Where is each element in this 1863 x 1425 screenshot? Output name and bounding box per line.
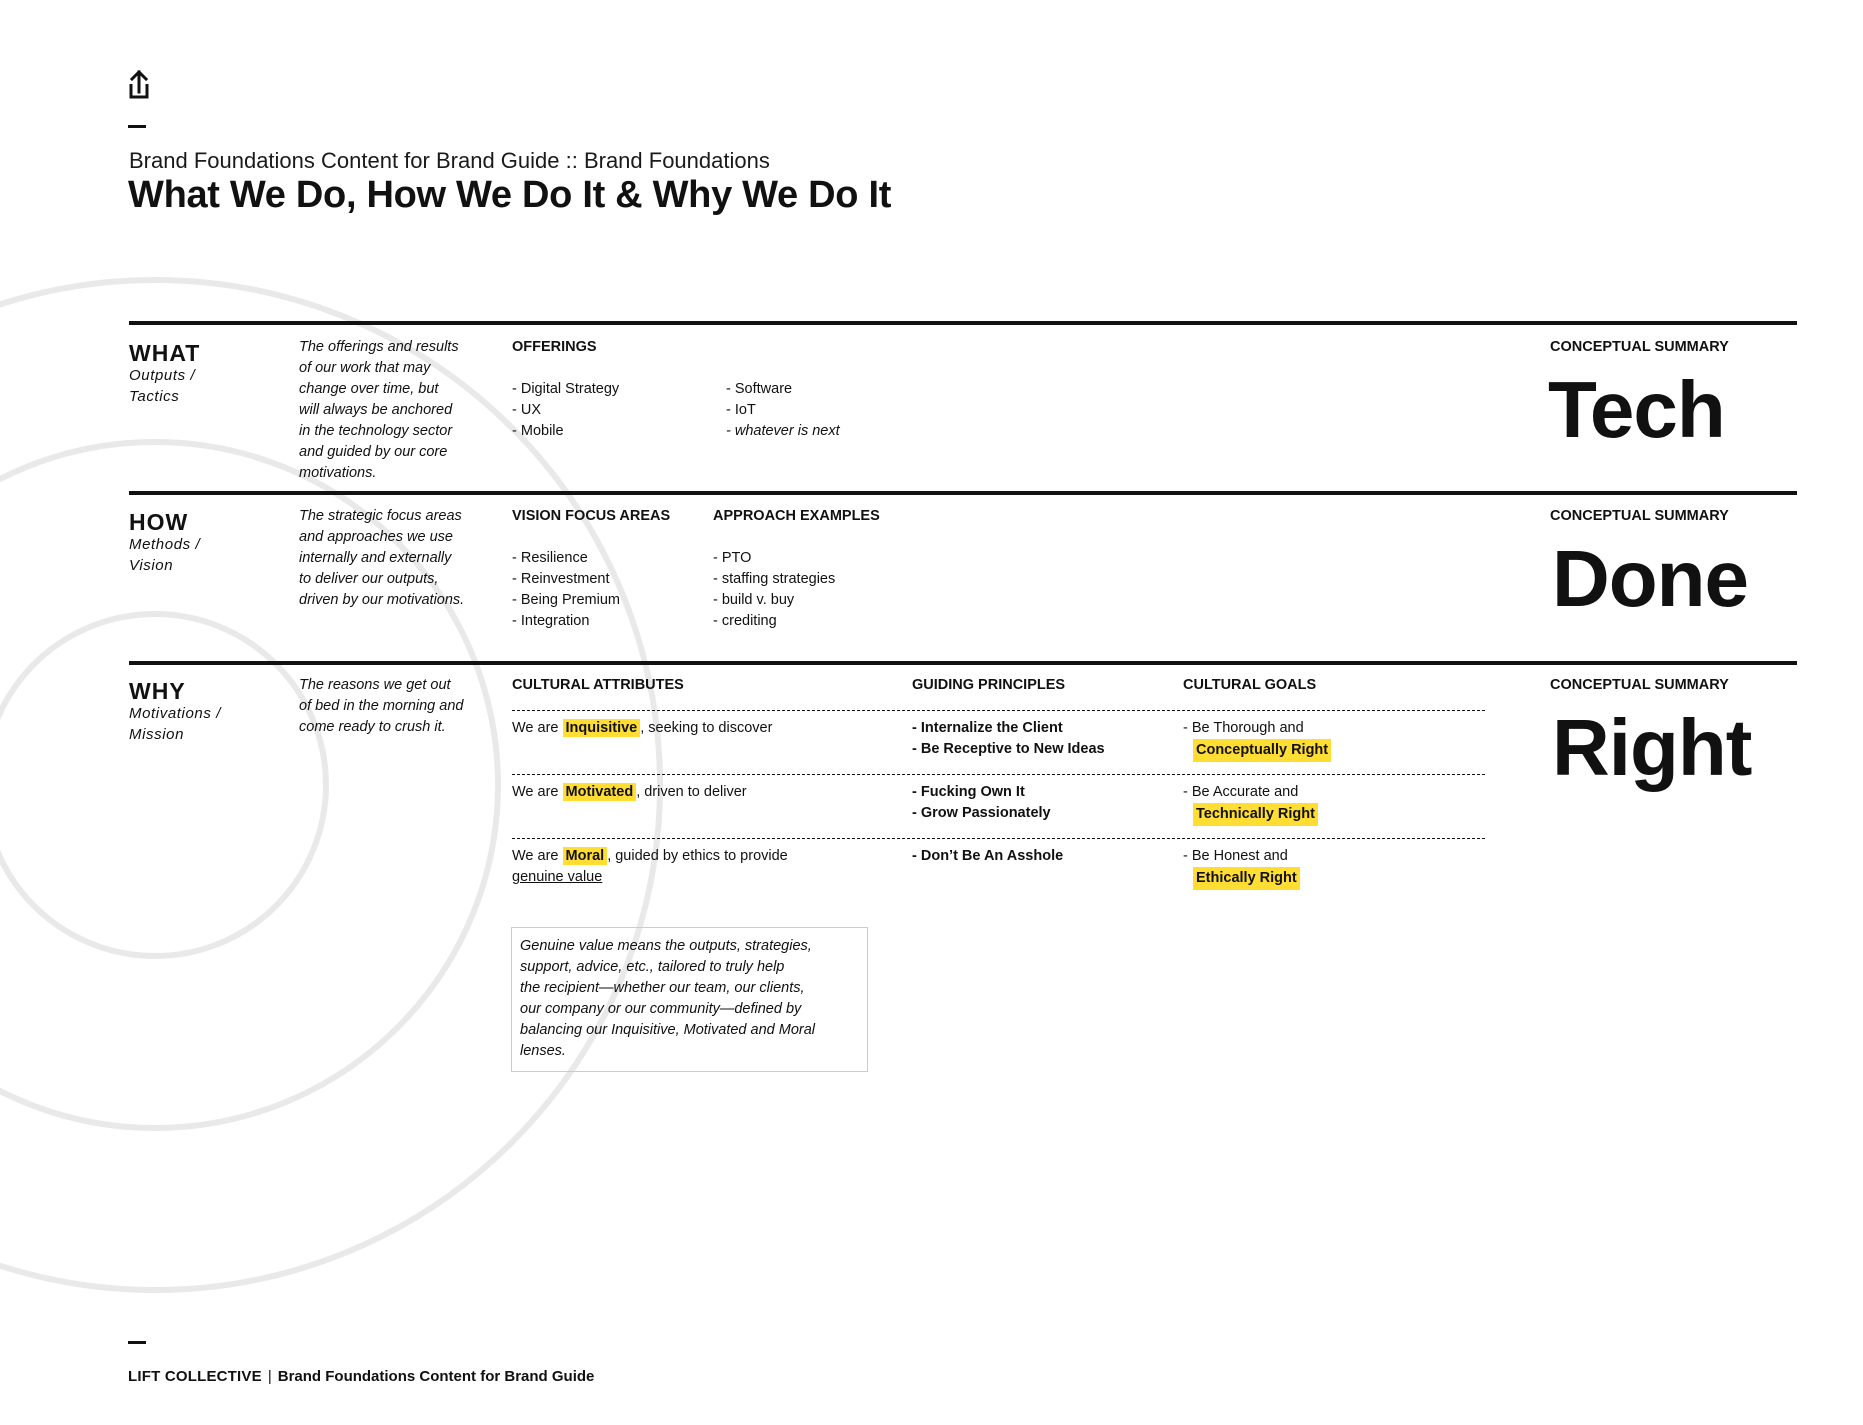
genuine-value-note: Genuine value means the outputs, strategies, support, advice, etc., tailored to truly help the recipient—whether our team, our clients, our company or our community—defined by balancing our Inquisitive, Motivated and Moral lenses. [511, 927, 868, 1072]
cultural-attributes-heading: CULTURAL ATTRIBUTES [512, 677, 684, 693]
how-summary-word: Done [1552, 534, 1748, 623]
page-title: What We Do, How We Do It & Why We Do It [128, 174, 892, 216]
why-divider [512, 774, 1485, 775]
highlight-motivated: Motivated [563, 783, 637, 801]
highlight-ethically-right: Ethically Right [1193, 867, 1300, 890]
goal-row-1: - Be Thorough and Conceptually Right [1183, 718, 1331, 762]
list-item: - Fucking Own It [912, 782, 1051, 803]
why-divider [512, 710, 1485, 711]
list-item: - build v. buy [713, 590, 835, 611]
list-item: - Being Premium [512, 590, 620, 611]
list-item: - IoT [726, 400, 840, 421]
what-description: The offerings and results of our work that may change over time, but will always be anchored in the technology sector and guided by our core motivations. [299, 339, 459, 481]
footer-doc-name: Brand Foundations Content for Brand Guide [277, 1368, 595, 1385]
principles-row-1 [912, 718, 1105, 760]
list-item: - Don’t Be An Asshole [912, 846, 1063, 867]
list-item: - Mobile [512, 421, 619, 442]
attribute-inquisitive: We are Inquisitive , seeking to discover [512, 720, 773, 736]
what-section-subtitle: Outputs / Tactics [129, 367, 196, 405]
goal-row-2: - Be Accurate and Technically Right [1183, 782, 1318, 826]
how-description: The strategic focus areas and approaches we use internally and externally to deliver our outputs, driven by our motivations. [299, 508, 465, 608]
vision-focus-list [512, 548, 620, 632]
what-summary-word: Tech [1548, 365, 1725, 454]
list-item: - Digital Strategy [512, 379, 619, 400]
cultural-goals-heading: CULTURAL GOALS [1183, 677, 1317, 693]
genuine-value-link[interactable]: genuine value [512, 869, 603, 885]
approach-examples-heading: APPROACH EXAMPLES [713, 508, 880, 524]
why-section-title: WHY [129, 678, 186, 704]
list-item: - crediting [713, 611, 835, 632]
highlight-conceptually-right: Conceptually Right [1193, 739, 1331, 762]
list-item: - Internalize the Client [912, 718, 1105, 739]
list-item: - staffing strategies [713, 569, 835, 590]
highlight-moral: Moral [563, 847, 608, 865]
list-item: - Reinvestment [512, 569, 620, 590]
footer-brand: LIFT COLLECTIVE [128, 1368, 262, 1385]
why-description: The reasons we get out of bed in the morning and come ready to crush it. [299, 677, 464, 735]
how-section-title: HOW [129, 509, 189, 535]
offerings-list-primary [512, 379, 619, 442]
why-summary-word: Right [1552, 703, 1752, 792]
list-item: - Resilience [512, 548, 620, 569]
principles-row-3 [912, 846, 1063, 867]
principles-row-2 [912, 782, 1051, 824]
highlight-technically-right: Technically Right [1193, 803, 1318, 826]
how-section-subtitle: Methods / Vision [129, 536, 201, 574]
footer-separator: | [267, 1368, 272, 1385]
how-section-rule [129, 491, 1797, 495]
why-summary-heading: CONCEPTUAL SUMMARY [1550, 677, 1729, 693]
header-dash [128, 125, 146, 128]
footer-dash [128, 1341, 146, 1344]
why-divider [512, 838, 1485, 839]
guiding-principles-heading: GUIDING PRINCIPLES [912, 677, 1066, 693]
list-item: - Be Receptive to New Ideas [912, 739, 1105, 760]
attribute-moral: We are Moral , guided by ethics to provide genuine value [512, 848, 788, 885]
footer [128, 1368, 594, 1385]
list-item: - UX [512, 400, 619, 421]
vision-focus-heading: VISION FOCUS AREAS [512, 508, 671, 524]
goal-row-3: - Be Honest and Ethically Right [1183, 846, 1300, 890]
offerings-heading: OFFERINGS [512, 339, 597, 355]
list-item: - Grow Passionately [912, 803, 1051, 824]
document-subtitle: Brand Foundations Content for Brand Guide :: Brand Foundations [129, 148, 770, 173]
list-item: - whatever is next [726, 421, 840, 442]
share-arrow-icon [128, 70, 150, 100]
list-item: - Integration [512, 611, 620, 632]
what-section-title: WHAT [129, 340, 201, 366]
approach-examples-list [713, 548, 835, 632]
highlight-inquisitive: Inquisitive [563, 719, 641, 737]
attribute-motivated: We are Motivated , driven to deliver [512, 784, 747, 800]
list-item: - Software [726, 379, 840, 400]
offerings-list-secondary [726, 379, 840, 442]
what-section-rule [129, 321, 1797, 325]
what-summary-heading: CONCEPTUAL SUMMARY [1550, 339, 1729, 355]
why-section-subtitle: Motivations / Mission [129, 705, 221, 743]
list-item: - PTO [713, 548, 835, 569]
how-summary-heading: CONCEPTUAL SUMMARY [1550, 508, 1729, 524]
why-section-rule [129, 661, 1797, 665]
